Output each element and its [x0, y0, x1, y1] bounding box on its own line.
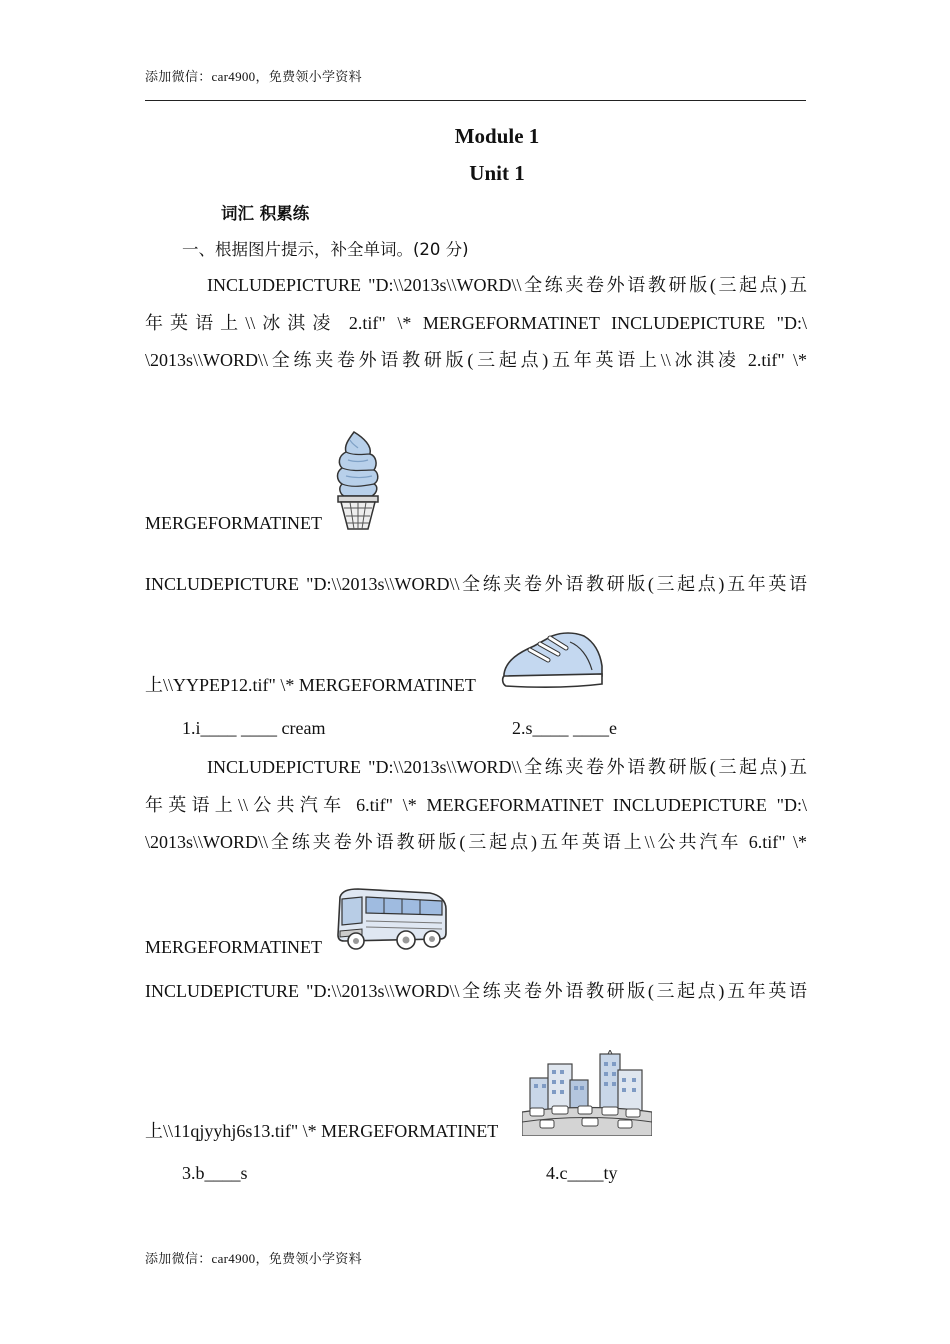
- question-2: 2.s____ ____e: [512, 718, 617, 738]
- field-code-line: 上\\11qjyyhj6s13.tif" \* MERGEFORMATINET: [145, 1121, 499, 1141]
- field-code-line: INCLUDEPICTURE "D:\\2013s\\WORD\\全练夹卷外语教研版(三起点)五: [207, 275, 807, 295]
- sneaker-icon: [500, 630, 606, 690]
- exercise-instruction: 一、根据图片提示，补全单词。(20 分): [182, 240, 469, 259]
- header-divider: [145, 100, 806, 101]
- field-code-line: INCLUDEPICTURE "D:\\2013s\\WORD\\全练夹卷外语教研版(三起点)五: [207, 757, 807, 777]
- bus-icon: [334, 887, 450, 953]
- field-code-line: \2013s\\WORD\\全练夹卷外语教研版(三起点)五年英语上\\公共汽车 6.tif" \*: [145, 832, 807, 852]
- field-code-line: \2013s\\WORD\\全练夹卷外语教研版(三起点)五年英语上\\冰淇凌 2.tif" \*: [145, 350, 807, 370]
- module-title: Module 1: [454, 124, 540, 148]
- field-code-line: MERGEFORMATINET: [145, 513, 323, 533]
- field-code-line: INCLUDEPICTURE "D:\\2013s\\WORD\\全练夹卷外语教研版(三起点)五年英语: [145, 981, 807, 1001]
- field-code-line: 年英语上\\冰淇凌 2.tif" \* MERGEFORMATINET INCLUDEPICTURE "D:\: [145, 313, 807, 333]
- field-code-line: INCLUDEPICTURE "D:\\2013s\\WORD\\全练夹卷外语教研版(三起点)五年英语: [145, 574, 807, 594]
- question-3: 3.b____s: [182, 1163, 248, 1183]
- field-code-line: 年英语上\\公共汽车 6.tif" \* MERGEFORMATINET INCLUDEPICTURE "D:\: [145, 795, 807, 815]
- ice-cream-icon: [334, 430, 382, 530]
- unit-title: Unit 1: [469, 161, 525, 185]
- field-code-line: MERGEFORMATINET: [145, 937, 323, 957]
- page-header: 添加微信：car4900，免费领小学资料: [145, 69, 362, 84]
- question-1: 1.i____ ____ cream: [182, 718, 326, 738]
- city-icon: [522, 1050, 652, 1136]
- section-heading: 词汇 积累练: [221, 204, 310, 223]
- field-code-line: 上\\YYPEP12.tif" \* MERGEFORMATINET: [145, 675, 476, 695]
- question-4: 4.c____ty: [546, 1163, 618, 1183]
- page-footer: 添加微信：car4900，免费领小学资料: [145, 1251, 362, 1266]
